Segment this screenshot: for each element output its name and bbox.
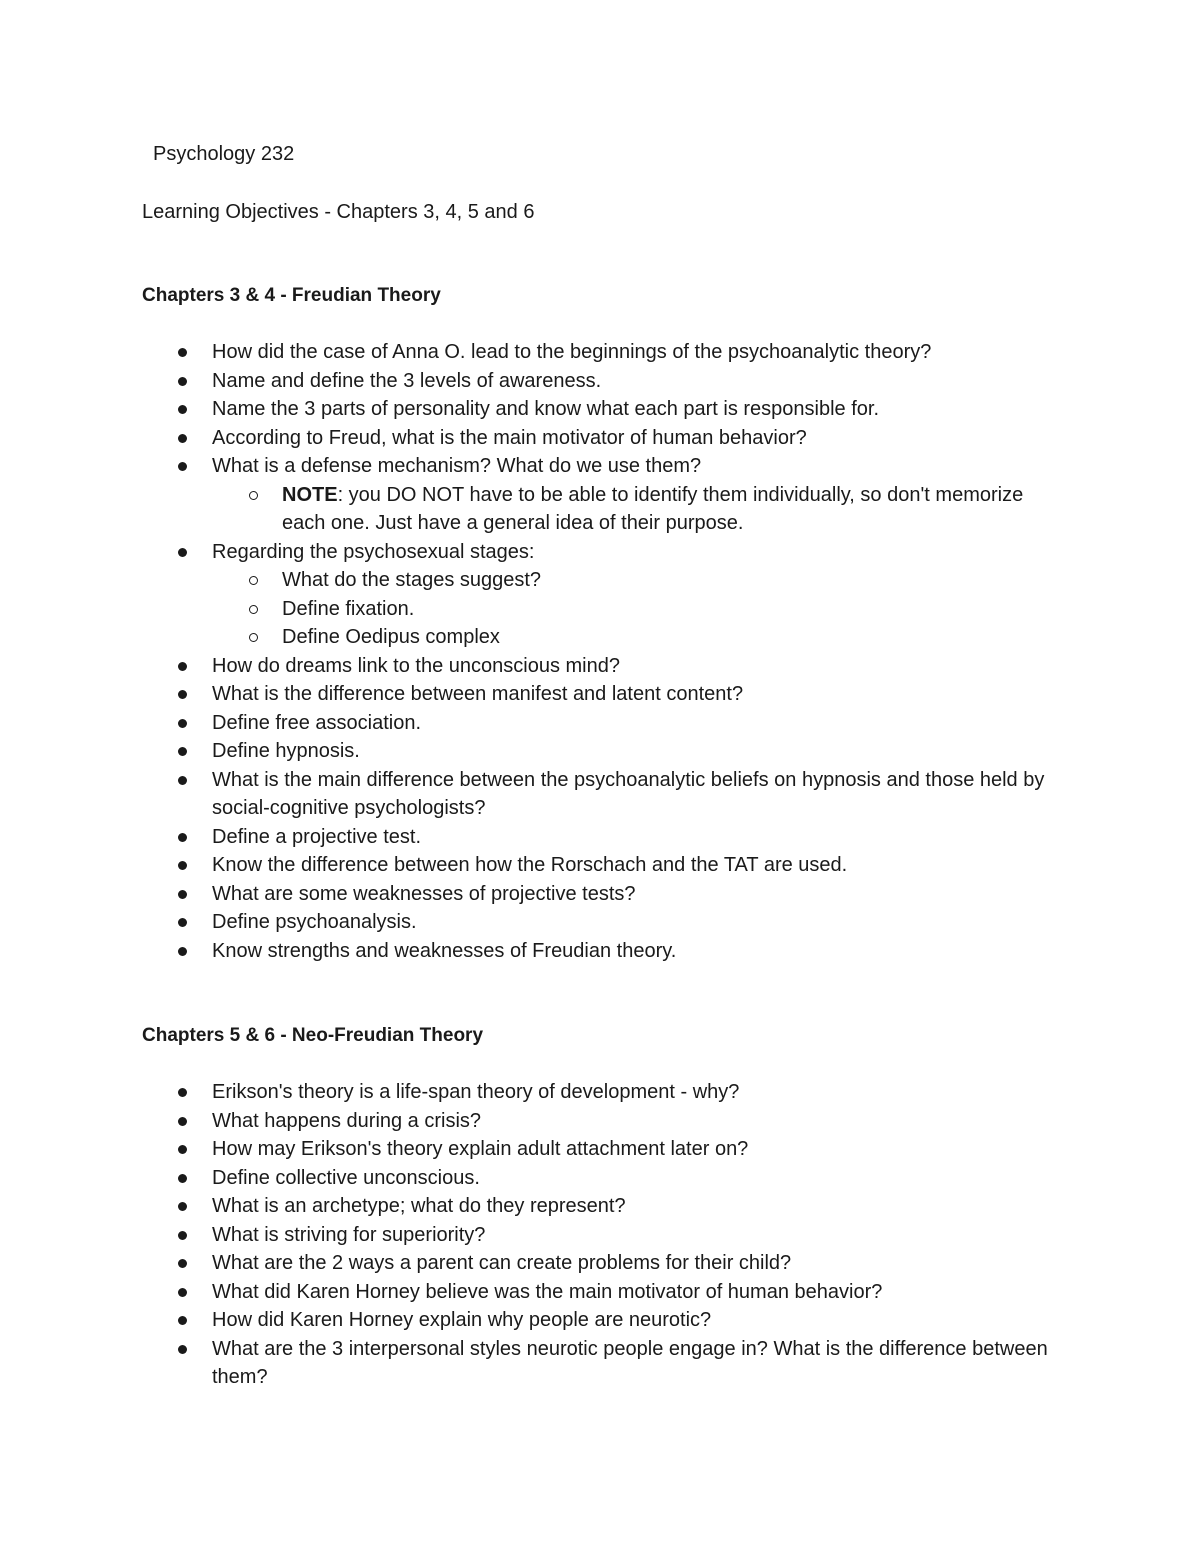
list-item-text: How do dreams link to the unconscious mind? [212, 654, 620, 677]
sub-list [212, 566, 1062, 652]
bullet-icon [178, 1174, 187, 1183]
list-item-text: How did the case of Anna O. lead to the beginnings of the psychoanalytic theory? [212, 341, 932, 363]
list-item [142, 823, 1062, 852]
list-item [142, 1107, 1062, 1136]
sub-list-item [212, 595, 1062, 624]
section-neo-freudian-theory [142, 1022, 1062, 1392]
bullet-icon [178, 1145, 187, 1154]
bullet-icon [178, 1345, 187, 1354]
list-item [142, 908, 1062, 937]
list-item-text: What is the difference between manifest and latent content? [212, 683, 744, 705]
sub-list-item [212, 566, 1062, 595]
note-text: : you DO NOT have to be able to identify them individually, so don't memorize each one. Just have a general idea of their purpose. [282, 483, 1024, 534]
sub-list-item [212, 623, 1062, 652]
list-item [142, 1278, 1062, 1307]
list-item-text: What did Karen Horney believe was the main motivator of human behavior? [212, 1280, 883, 1303]
bullet-icon [178, 918, 187, 927]
bullet-icon [178, 1288, 187, 1297]
list-item [142, 652, 1062, 681]
list-item [142, 1335, 1062, 1392]
list-item [142, 338, 1062, 367]
bullet-icon [178, 548, 187, 557]
list-item [142, 367, 1062, 396]
objectives-list [142, 1078, 1062, 1392]
bullet-icon [178, 1202, 187, 1211]
bullet-icon [178, 405, 187, 414]
list-item-text: Define hypnosis. [212, 740, 360, 762]
list-item [142, 1164, 1062, 1193]
course-title: Psychology 232 [153, 143, 295, 165]
bullet-icon [178, 890, 187, 899]
list-item [142, 1221, 1062, 1250]
list-item-text: Define free association. [212, 711, 422, 734]
list-item-text: Know strengths and weaknesses of Freudian theory. [212, 939, 677, 962]
sub-list [212, 481, 1062, 538]
list-item-text: According to Freud, what is the main motivator of human behavior? [212, 426, 807, 449]
list-item [142, 880, 1062, 909]
list-item [142, 937, 1062, 966]
list-item-text: What are the 3 interpersonal styles neurotic people engage in? What is the difference between them? [212, 1337, 1048, 1388]
list-item-text: Name the 3 parts of personality and know what each part is responsible for. [212, 398, 880, 420]
bullet-icon [178, 719, 187, 728]
list-item [142, 1306, 1062, 1335]
section-heading: Chapters 3 & 4 - Freudian Theory [142, 285, 441, 306]
bullet-icon [178, 377, 187, 386]
hollow-bullet-icon [249, 605, 258, 614]
bullet-icon [178, 947, 187, 956]
hollow-bullet-icon [249, 633, 258, 642]
list-item [142, 424, 1062, 453]
list-item-text: What is the main difference between the psychoanalytic beliefs on hypnosis and those held by social-cognitive psychologists? [212, 768, 1045, 819]
bullet-icon [178, 1231, 187, 1240]
list-item [142, 680, 1062, 709]
bullet-icon [178, 434, 187, 443]
list-item [142, 737, 1062, 766]
document-subtitle: Learning Objectives - Chapters 3, 4, 5 and 6 [142, 201, 535, 223]
list-item-text: Define collective unconscious. [212, 1166, 480, 1189]
sub-list-item-text: What do the stages suggest? [282, 569, 542, 591]
list-item-text: Know the difference between how the Rorschach and the TAT are used. [212, 854, 848, 876]
bullet-icon [178, 348, 187, 357]
list-item [142, 452, 1062, 538]
list-item-text: What are some weaknesses of projective tests? [212, 882, 636, 905]
bullet-icon [178, 1259, 187, 1268]
section-freudian-theory [142, 282, 1062, 965]
list-item-text: What is striving for superiority? [212, 1223, 486, 1246]
list-item-text: Regarding the psychosexual stages: [212, 540, 535, 563]
note-label: NOTE [282, 483, 338, 506]
list-item [142, 851, 1062, 880]
list-item [142, 538, 1062, 652]
list-item-text: What is an archetype; what do they represent? [212, 1195, 626, 1217]
list-item [142, 395, 1062, 424]
list-item-text: How may Erikson's theory explain adult attachment later on? [212, 1138, 749, 1160]
list-item-text: Erikson's theory is a life-span theory of development - why? [212, 1081, 740, 1103]
bullet-icon [178, 1316, 187, 1325]
list-item [142, 709, 1062, 738]
list-item-text: What is a defense mechanism? What do we use them? [212, 455, 702, 477]
list-item-text: How did Karen Horney explain why people are neurotic? [212, 1309, 712, 1331]
sub-list-item-text: Define Oedipus complex [282, 626, 500, 648]
bullet-icon [178, 747, 187, 756]
list-item [142, 1249, 1062, 1278]
bullet-icon [178, 690, 187, 699]
section-heading: Chapters 5 & 6 - Neo-Freudian Theory [142, 1025, 484, 1046]
bullet-icon [178, 462, 187, 471]
hollow-bullet-icon [249, 576, 258, 585]
list-item [142, 1192, 1062, 1221]
list-item [142, 1135, 1062, 1164]
list-item [142, 766, 1062, 823]
sub-list-item-text: Define fixation. [282, 597, 415, 620]
bullet-icon [178, 776, 187, 785]
bullet-icon [178, 833, 187, 842]
list-item-text: Name and define the 3 levels of awareness. [212, 369, 602, 392]
hollow-bullet-icon [249, 491, 258, 500]
list-item-text: What are the 2 ways a parent can create problems for their child? [212, 1252, 792, 1274]
bullet-icon [178, 1117, 187, 1126]
bullet-icon [178, 861, 187, 870]
objectives-list [142, 338, 1062, 965]
bullet-icon [178, 662, 187, 671]
list-item-text: Define psychoanalysis. [212, 911, 417, 933]
sub-list-item [212, 481, 1062, 538]
bullet-icon [178, 1088, 187, 1097]
list-item [142, 1078, 1062, 1107]
list-item-text: What happens during a crisis? [212, 1109, 482, 1132]
list-item-text: Define a projective test. [212, 825, 421, 848]
